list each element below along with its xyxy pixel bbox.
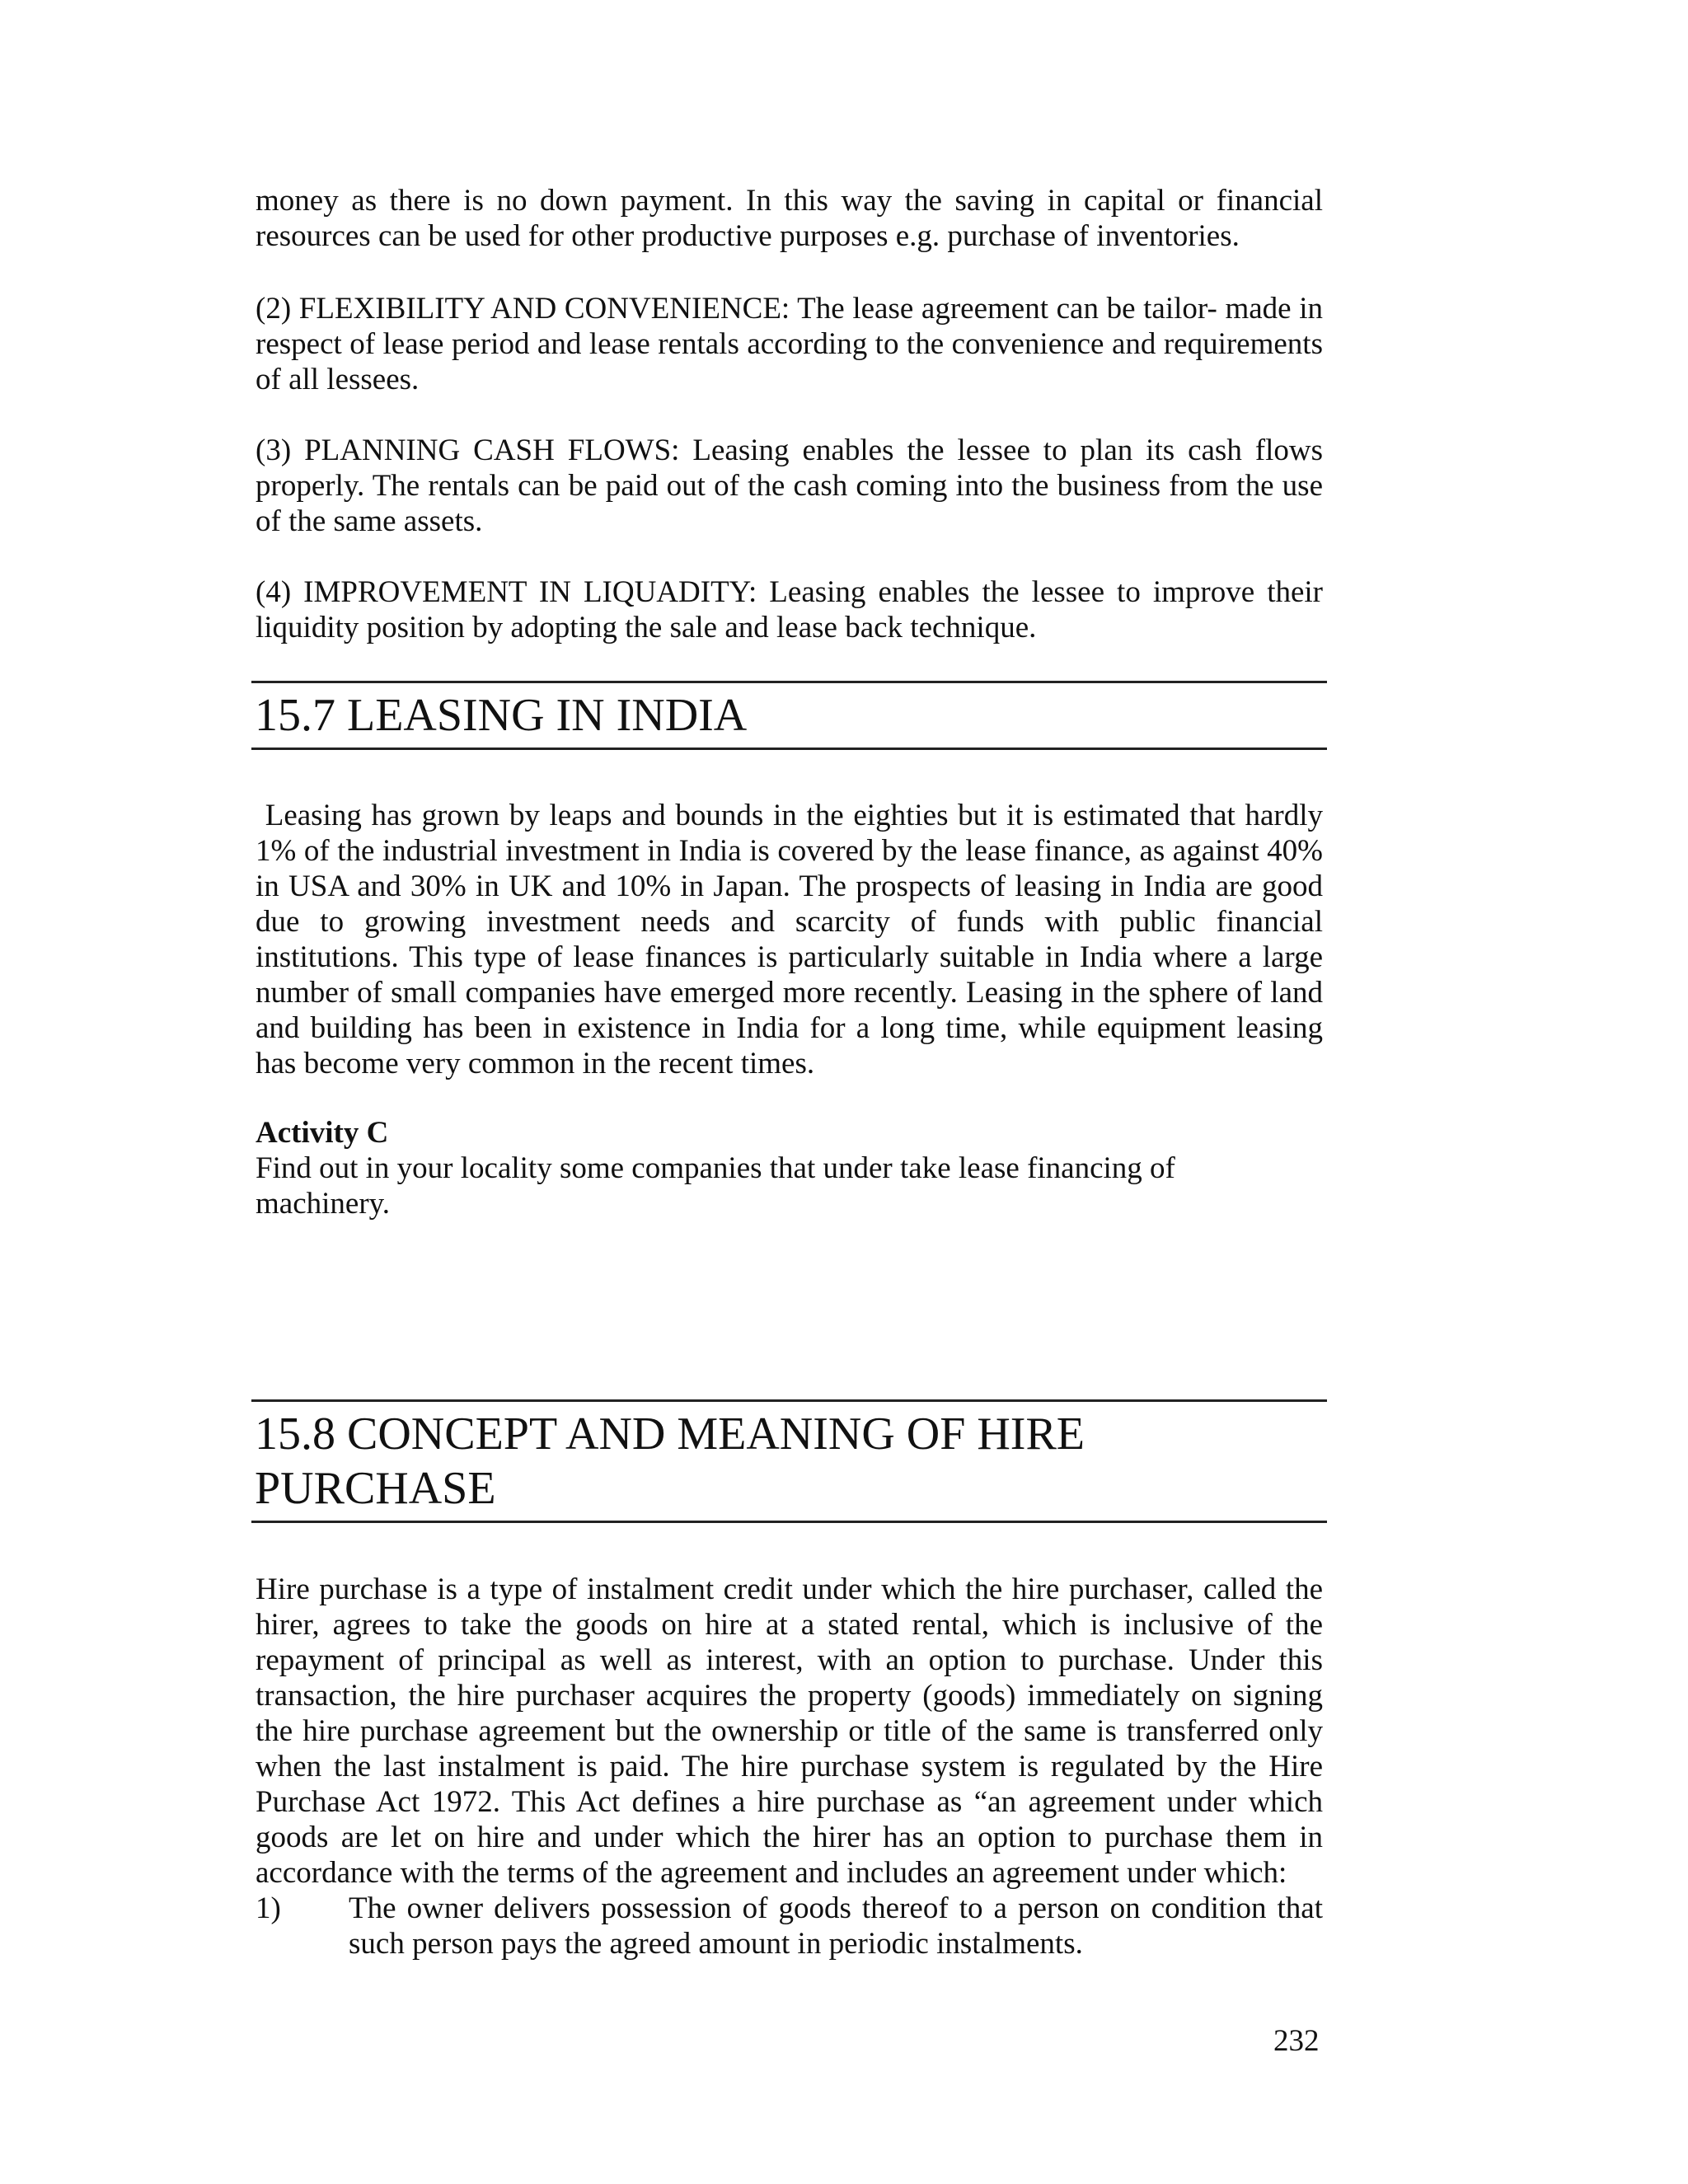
section-heading-15-8 — [251, 1399, 1327, 1523]
section-heading-15-8-line-2: PURCHASE — [255, 1463, 496, 1514]
activity-box — [256, 1115, 1323, 1221]
paragraph-flexibility: (2) FLEXIBILITY AND CONVENIENCE: The lease agreement can be tailor- made in respect of lease period and lease rentals according to the convenience and requirements of all lessees. — [256, 292, 1323, 396]
paragraph-down-payment: money as there is no down payment. In this way the saving in capital or financial resources can be used for other productive purposes e.g. purchase of inventories. — [256, 184, 1323, 253]
paragraph-liquidity: (4) IMPROVEMENT IN LIQUADITY: Leasing enables the lessee to improve their liquidity position by adopting the sale and lease back technique. — [256, 575, 1323, 644]
paragraph-hire-purchase: Hire purchase is a type of instalment credit under which the hire purchaser, called the hirer, agrees to take the goods on hire at a stated rental, which is inclusive of the repayment of principal as well as interest, with an option to purchase. Under this transaction, the hire purchaser acquires the property (goods) immediately on signing the hire purchase agreement but the ownership or title of the same is transferred only when the last instalment is paid. The hire purchase system is regulated by the Hire Purchase Act 1972. This Act defines a hire purchase as “an agreement under which goods are let on hire and under which the hirer has an option to purchase them in accordance with the terms of the agreement and includes an agreement under which: — [256, 1572, 1323, 1890]
section-heading-15-8-line-1: 15.8 CONCEPT AND MEANING OF HIRE — [255, 1408, 1085, 1460]
activity-text-line-1: Find out in your locality some companies that under take lease financing of — [256, 1151, 1175, 1185]
section-15-8-body — [256, 1572, 1323, 1961]
activity-text-line-2: machinery. — [256, 1187, 390, 1221]
section-heading-15-7: 15.7 LEASING IN INDIA — [251, 681, 1327, 750]
activity-title: Activity C — [256, 1116, 389, 1150]
paragraph-cash-flows: (3) PLANNING CASH FLOWS: Leasing enables the lessee to plan its cash flows properly. The rentals can be paid out of the cash coming into the business from the use of the same assets. — [256, 434, 1323, 538]
paragraph-leasing-in-india: Leasing has grown by leaps and bounds in the eighties but it is estimated that hardly 1% of the industrial investment in India is covered by the lease finance, as against 40% in USA and 30% in UK and 10% in Japan. The prospects of leasing in India are good due to growing investment needs and scarcity of funds with public financial institutions. This type of lease finances is particularly suitable in India where a large number of small companies have emerged more recently. Leasing in the sphere of land and building has been in existence in India for a long time, while equipment leasing has become very common in the recent times. — [256, 799, 1331, 1080]
list-item — [256, 1891, 1323, 1961]
list-item-text: The owner delivers possession of goods thereof to a person on condition that such person pays the agreed amount in periodic instalments. — [349, 1891, 1323, 1961]
page-number: 232 — [1273, 2024, 1320, 2058]
list-item-number: 1) — [256, 1891, 281, 1925]
